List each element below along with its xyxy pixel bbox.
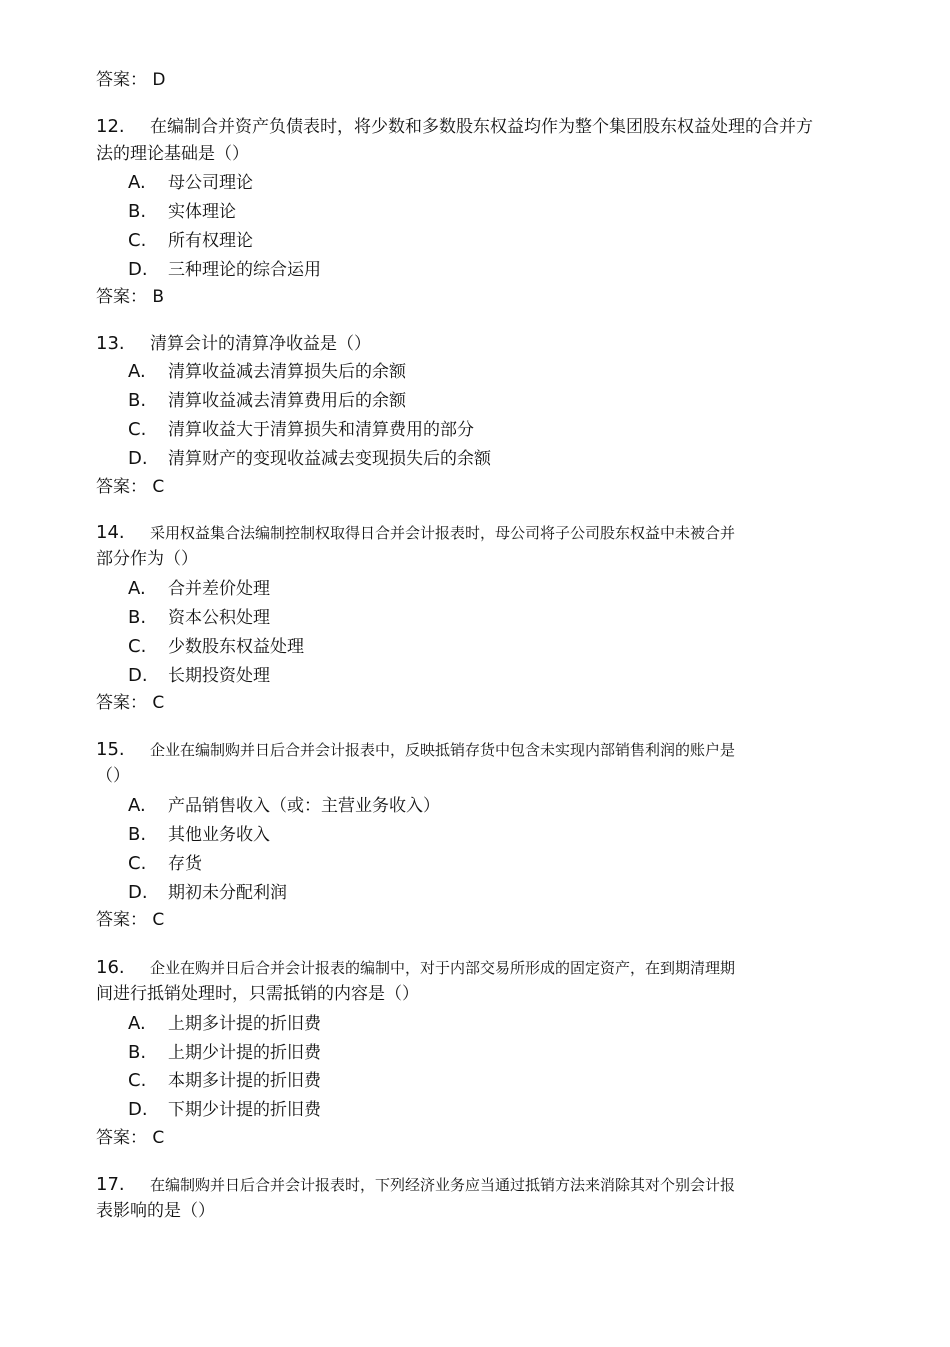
option-text: 本期多计提的折旧费 xyxy=(168,1071,321,1091)
answer-line: 答案： C xyxy=(96,693,165,713)
question-text: 在编制合并资产负债表时，将少数和多数股东权益均作为整个集团股东权益处理的合并方 xyxy=(150,117,813,137)
option-text: 实体理论 xyxy=(168,202,236,222)
option-letter: C. xyxy=(128,230,147,251)
option-letter: D. xyxy=(128,1099,148,1120)
question-16-stem-cont: 间进行抵销处理时，只需抵销的内容是（） xyxy=(96,984,419,1004)
option-letter: A. xyxy=(128,795,146,816)
option-text: 少数股东权益处理 xyxy=(168,637,304,657)
question-17-stem xyxy=(96,1174,735,1196)
question-15-stem xyxy=(96,739,735,761)
option-letter: C. xyxy=(128,1070,147,1091)
option-text: 合并差价处理 xyxy=(168,579,270,599)
option-c xyxy=(128,419,474,441)
option-text: 资本公积处理 xyxy=(168,608,270,628)
option-text: 清算收益减去清算损失后的余额 xyxy=(168,362,406,382)
question-text: 企业在编制购并日后合并会计报表中，反映抵销存货中包含未实现内部销售利润的账户是 xyxy=(150,741,736,759)
option-letter: A. xyxy=(128,172,146,193)
question-number: 17. xyxy=(96,1174,125,1195)
option-letter: B. xyxy=(128,201,147,222)
answer-line: 答案： C xyxy=(96,1128,165,1148)
question-12-stem-cont: 法的理论基础是（） xyxy=(96,144,249,164)
option-text: 母公司理论 xyxy=(168,173,253,193)
option-a xyxy=(128,1013,321,1035)
question-16-stem xyxy=(96,957,735,979)
option-d xyxy=(128,448,491,470)
option-a xyxy=(128,795,440,817)
answer-line: 答案： D xyxy=(96,70,166,90)
question-text: 采用权益集合法编制控制权取得日合并会计报表时，母公司将子公司股东权益中未被合并 xyxy=(150,524,736,542)
option-a xyxy=(128,361,406,383)
option-c xyxy=(128,1070,321,1092)
question-number: 12. xyxy=(96,116,125,137)
option-b xyxy=(128,1042,321,1064)
question-number: 14. xyxy=(96,522,125,543)
question-text: 企业在购并日后合并会计报表的编制中，对于内部交易所形成的固定资产，在到期清理期 xyxy=(150,959,736,977)
question-14-stem xyxy=(96,522,735,544)
question-17-stem-cont: 表影响的是（） xyxy=(96,1201,215,1221)
option-letter: C. xyxy=(128,636,147,657)
option-letter: A. xyxy=(128,1013,146,1034)
option-letter: A. xyxy=(128,361,146,382)
option-c xyxy=(128,853,202,875)
option-letter: B. xyxy=(128,1042,147,1063)
option-text: 三种理论的综合运用 xyxy=(168,260,321,280)
option-text: 期初未分配利润 xyxy=(168,883,287,903)
option-d xyxy=(128,882,287,904)
option-a xyxy=(128,172,253,194)
option-text: 所有权理论 xyxy=(168,231,253,251)
answer-line: 答案： C xyxy=(96,910,165,930)
option-letter: B. xyxy=(128,824,147,845)
question-text: 在编制购并日后合并会计报表时，下列经济业务应当通过抵销方法来消除其对个别会计报 xyxy=(150,1176,736,1194)
option-b xyxy=(128,201,236,223)
option-letter: D. xyxy=(128,448,148,469)
option-text: 长期投资处理 xyxy=(168,666,270,686)
option-text: 产品销售收入（或：主营业务收入） xyxy=(168,796,440,816)
option-c xyxy=(128,230,253,252)
option-b xyxy=(128,607,270,629)
question-14-stem-cont: 部分作为（） xyxy=(96,549,198,569)
option-text: 其他业务收入 xyxy=(168,825,270,845)
answer-line: 答案： C xyxy=(96,477,165,497)
option-letter: C. xyxy=(128,853,147,874)
option-letter: D. xyxy=(128,665,148,686)
option-text: 清算收益大于清算损失和清算费用的部分 xyxy=(168,420,474,440)
question-13-stem xyxy=(96,333,371,355)
option-text: 上期多计提的折旧费 xyxy=(168,1014,321,1034)
option-c xyxy=(128,636,304,658)
option-d xyxy=(128,665,270,687)
option-a xyxy=(128,578,270,600)
question-number: 13. xyxy=(96,333,125,354)
option-text: 下期少计提的折旧费 xyxy=(168,1100,321,1120)
option-letter: A. xyxy=(128,578,146,599)
option-b xyxy=(128,824,270,846)
question-12-stem xyxy=(96,116,813,138)
option-letter: B. xyxy=(128,390,147,411)
option-b xyxy=(128,390,406,412)
question-number: 15. xyxy=(96,739,125,760)
option-text: 存货 xyxy=(168,854,202,874)
option-letter: D. xyxy=(128,259,148,280)
option-text: 清算财产的变现收益减去变现损失后的余额 xyxy=(168,449,491,469)
option-d xyxy=(128,259,321,281)
option-letter: C. xyxy=(128,419,147,440)
option-d xyxy=(128,1099,321,1121)
option-text: 上期少计提的折旧费 xyxy=(168,1043,321,1063)
question-number: 16. xyxy=(96,957,125,978)
option-text: 清算收益减去清算费用后的余额 xyxy=(168,391,406,411)
option-letter: B. xyxy=(128,607,147,628)
question-15-stem-cont: （） xyxy=(96,766,130,786)
question-text: 清算会计的清算净收益是（） xyxy=(150,334,371,354)
answer-line: 答案： B xyxy=(96,287,165,307)
option-letter: D. xyxy=(128,882,148,903)
